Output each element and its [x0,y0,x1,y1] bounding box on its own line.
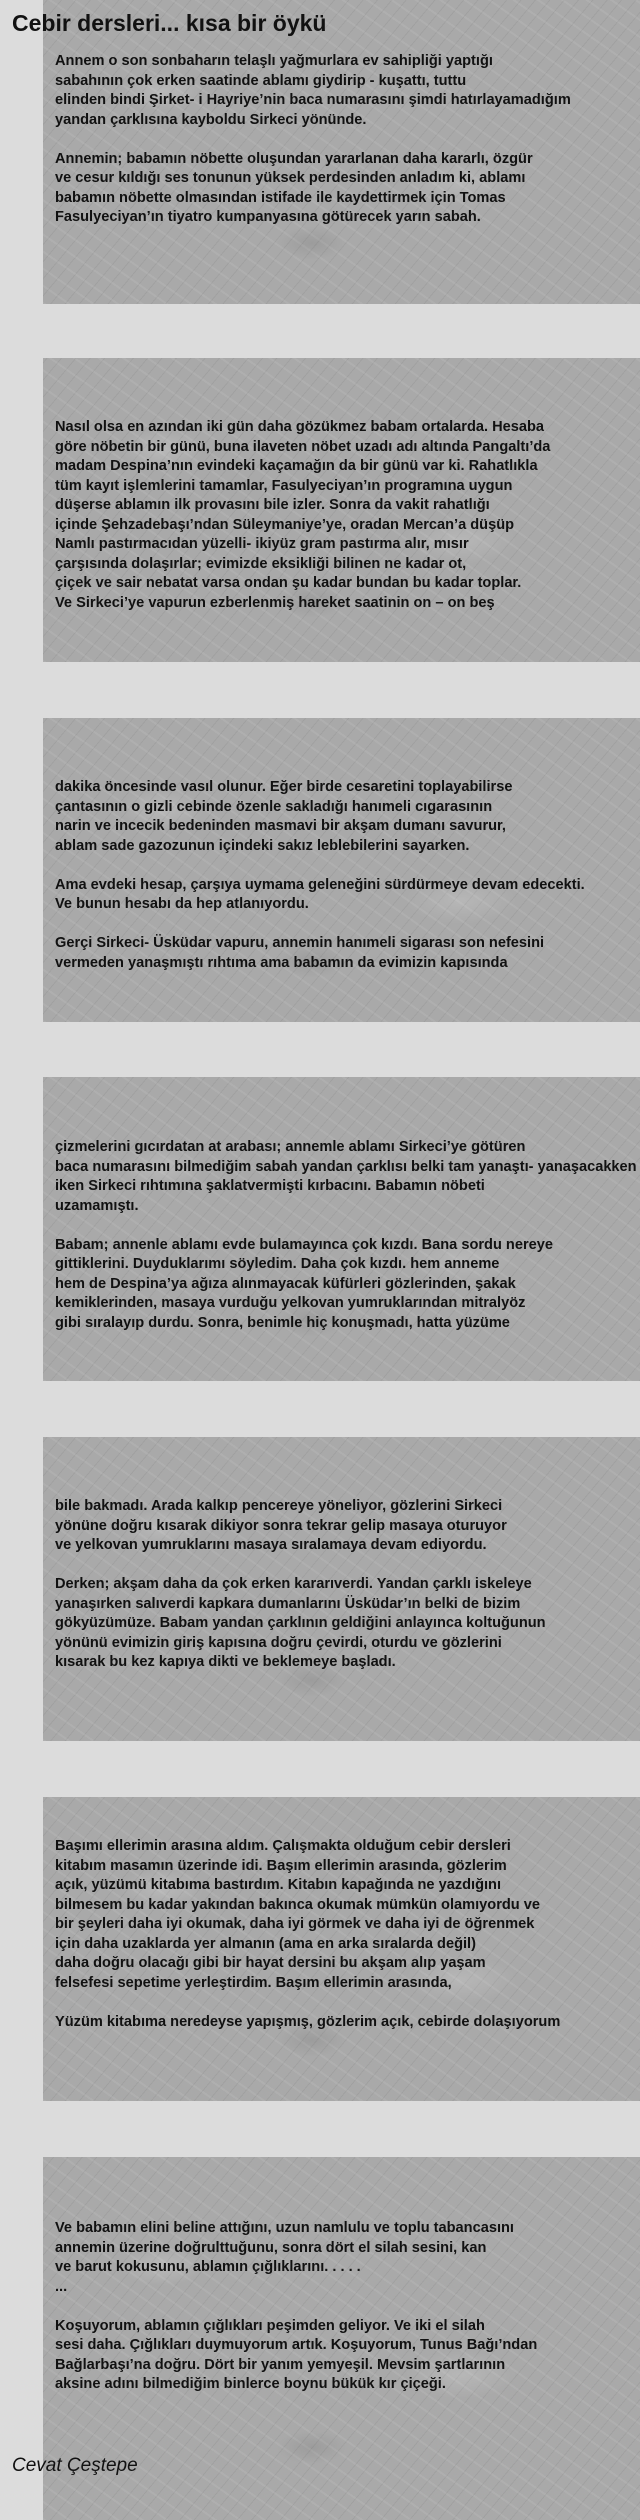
text-line: Başımı ellerimin arasına aldım. Çalışmakta olduğum cebir dersleri [55,1838,511,1854]
blank-line [55,856,640,876]
text-line: sesi daha. Çığlıkları duymuyorum artık. Koşuyorum, Tunus Bağı’ndan [55,2337,538,2353]
text-line: yanaşırken salıverdi kapkara dumanlarını Üsküdar’ın belki de bizim [55,1595,521,1612]
text-line: Annemin; babamın nöbette oluşundan yararlanan daha kararlı, özgür [55,150,533,167]
text-line: Derken; akşam daha da çok erken kararıverdi. Yandan çarklı iskeleye [55,1576,532,1592]
text-line: madam Despina’nın evindeki kaçamağın da bir günü var ki. Rahatlıkla [55,458,538,474]
text-line: içinde Şehzadebaşı’ndan Süleymaniye’ye, oradan Mercan’a düşüp [55,516,515,533]
text-line: yandan çarklısına kayboldu Sirkeci yönünde. [55,111,367,128]
section-panel-6 [43,1797,640,2101]
text-line: için daha uzaklarda yer almanın (ama en arka sıralarda değil) [55,1935,476,1952]
section-text-5 [55,1497,640,1673]
section-text-7 [55,2219,640,2395]
blank-line [55,2297,640,2317]
text-line: Ama evdeki hesap, çarşıya uymama geleneğini sürdürmeye devam edecekti. [55,876,585,893]
text-line: uzamamıştı. [55,1197,139,1214]
text-line: ve barut kokusunu, ablamın çığlıklarını. . . . . [55,2259,361,2275]
text-line: Namlı pastırmacıdan yüzelli- ikiyüz gram pastırma alır, mısır [55,536,469,552]
text-line: yönünü evimizin giriş kapısına doğru çevirdi, oturdu ve gözlerini [55,1634,502,1651]
text-line: kısarak bu kez kapıya dikti ve beklemeye başladı. [55,1654,396,1670]
section-text-2 [55,418,640,613]
text-line: gittiklerini. Duyduklarımı söyledim. Daha çok kızdı. hem anneme [55,1256,500,1272]
section-panel-3 [43,718,640,1022]
text-line: dakika öncesinde vasıl olunur. Eğer birde cesaretini toplayabilirse [55,779,513,795]
text-line: Yüzüm kitabıma neredeyse yapışmış, gözlerim açık, cebirde dolaşıyorum [55,2013,561,2030]
text-line: tüm kayıt işlemlerini tamamlar, Fasulyeciyan’ın programına uygun [55,477,513,494]
text-line: aksine adını bilmediğim binlerce boynu bükük kır çiçeği. [55,2376,446,2392]
text-line: baca numarasını bilmediğim sabah yandan çarklısı belki tam yanaştı- yanaşacakken [55,1158,637,1175]
section-panel-1 [43,0,640,304]
text-line: çantasının o gizli cebinde özenle sakladığı hanımeli cıgarasının [55,798,493,815]
blank-line [55,130,640,150]
text-line: yönüne doğru kısarak dikiyor sonra tekrar gelip masaya oturuyor [55,1517,507,1534]
blank-line [55,915,640,935]
text-line: narin ve incecik bedeninden masmavi bir akşam dumanı savurur, [55,818,506,834]
text-line: felsefesi sepetime yerleştirdim. Başım ellerimin arasında, [55,1974,452,1991]
blank-line [55,1216,640,1236]
text-line: kemiklerinden, masaya vurduğu yelkovan yumruklarından mitralyöz [55,1295,526,1311]
text-line: ve cesur kıldığı ses tonunun yüksek perdesinden anladım ki, ablamı [55,170,526,186]
text-line: Bağlarbaşı’na doğru. Dört bir yanım yemyeşil. Mevsim şartlarının [55,2356,506,2373]
section-text-4 [55,1138,640,1333]
text-line: Nasıl olsa en azından iki gün daha gözükmez babam ortalarda. Hesaba [55,419,545,435]
text-line: ablam sade gazozunun içindeki sakız leblebilerini sayarken. [55,837,470,854]
author-name: Cevat Çeştepe [12,2455,138,2476]
text-line: Gerçi Sirkeci- Üsküdar vapuru, annemin hanımeli sigarası son nefesini [55,935,545,951]
text-line: Ve babamın elini beline attığını, uzun namlulu ve toplu tabancasını [55,2220,514,2236]
text-line: Annem o son sonbaharın telaşlı yağmurlara ev sahipliği yaptığı [55,53,493,69]
text-line: Ve Sirkeci’ye vapurun ezberlenmiş hareket saatinin on – on beş [55,594,495,611]
text-line: çiçek ve sair nebatat varsa ondan şu kadar bundan bu kadar toplar. [55,575,522,591]
text-line: bilmesem bu kadar yakından bakınca okumak mümkün olamıyordu ve [55,1896,540,1913]
text-line: açık, yüzümü kitabıma bastırdım. Kitabın kapağında ne yazdığını [55,1877,502,1893]
text-line: Fasulyeciyan’ın tiyatro kumpanyasına götürecek yarın sabah. [55,209,481,225]
text-line: kitabım masamın üzerinde idi. Başım ellerimin arasında, gözlerim [55,1857,507,1874]
section-panel-4 [43,1077,640,1381]
text-line: düşerse ablamın ilk provasını bile izler. Sonra da vakit rahatlığı [55,497,490,513]
text-line: vermeden yanaşmıştı rıhtıma ama babamın da evimizin kapısında [55,954,508,971]
text-line: hem de Despina’ya ağıza alınmayacak küfürleri gözlerinden, şakak [55,1275,516,1292]
text-line: sabahının çok erken saatinde ablamı giydirip - kuşattı, tuttu [55,72,467,89]
text-line: gökyüzümüze. Babam yandan çarklının geldiğini anlayınca koltuğunun [55,1615,546,1631]
text-line: bile bakmadı. Arada kalkıp pencereye yöneliyor, gözlerini Sirkeci [55,1498,503,1514]
section-panel-2 [43,358,640,662]
text-line: annemin üzerine doğrulttuğunu, sonra dört el silah sesini, kan [55,2239,487,2256]
blank-line [55,1993,640,2013]
section-text-3 [55,778,640,973]
text-line: Koşuyorum, ablamın çığlıkları peşimden geliyor. Ve iki el silah [55,2317,485,2334]
text-line: daha doğru olacağı gibi bir hayat dersini bu akşam alıp yaşam [55,1955,486,1971]
section-text-6 [55,1837,640,2032]
section-panel-5 [43,1437,640,1741]
text-line: Ve bunun hesabı da hep atlanıyordu. [55,896,309,912]
section-text-1 [55,52,640,228]
story-title: Cebir dersleri... kısa bir öykü [12,10,327,36]
blank-line [55,1556,640,1576]
text-line: iken Sirkeci rıhtımına şaklatvermişti kırbacını. Babamın nöbeti [55,1178,485,1194]
text-line: bir şeyleri daha iyi okumak, daha iyi görmek ve daha iyi de öğrenmek [55,1916,535,1932]
text-line: elinden bindi Şirket- i Hayriye’nin baca numarasını şimdi hatırlayamadığım [55,92,571,108]
text-line: gibi sıralayıp durdu. Sonra, benimle hiç konuşmadı, hatta yüzüme [55,1314,510,1331]
text-line: göre nöbetin bir günü, buna ilaveten nöbet uzadı adı altında Pangaltı’da [55,438,551,455]
text-line: çizmelerini gıcırdatan at arabası; annemle ablamı Sirkeci’ye götüren [55,1139,526,1155]
text-line: babamın nöbette olmasından istifade ile kaydettirmek için Tomas [55,189,506,206]
text-line: çarşısında dolaşırlar; evimizde eksikliği bilinen ne kadar ot, [55,555,467,572]
text-line: ... [55,2278,68,2295]
text-line: ve yelkovan yumruklarını masaya sıralamaya devam ediyordu. [55,1537,487,1553]
text-line: Babam; annenle ablamı evde bulamayınca çok kızdı. Bana sordu nereye [55,1236,553,1253]
